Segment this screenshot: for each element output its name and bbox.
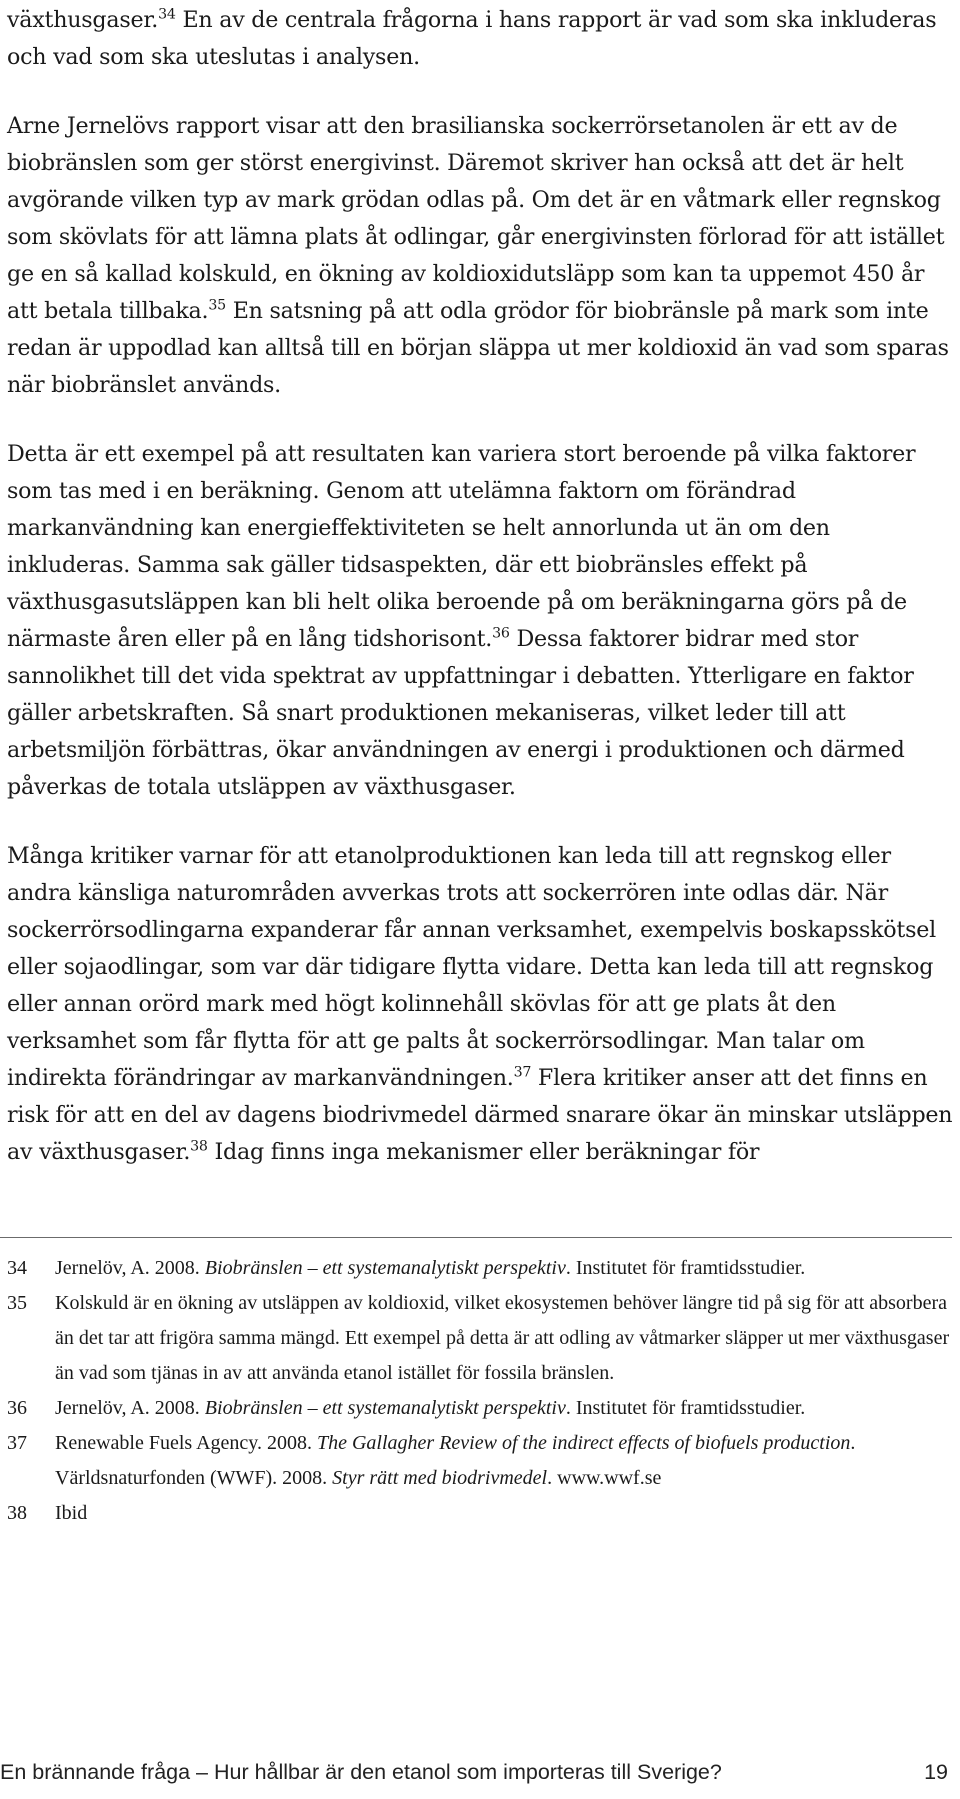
footnote-divider — [0, 1237, 952, 1238]
footnote-text — [55, 1432, 855, 1489]
text-run: Kolskuld är en ökning av utsläppen av koldioxid, vilket ekosystemen behöver längre tid på sig för att absorbera än det tar att frigöra samma mängd. Ett exempel på detta är att odling av våtmarker släpper ut mer växthusgaser än vad som tjänas in av att använda etanol istället för fossila bränslen. — [55, 1292, 950, 1384]
footnote — [7, 1251, 952, 1286]
paragraph — [7, 2, 955, 76]
paragraph — [7, 838, 955, 1171]
footnote-number: 35 — [7, 1292, 27, 1314]
footnote-text — [55, 1292, 949, 1384]
footnote — [7, 1391, 952, 1426]
text-run: Jernelöv, A. 2008. — [55, 1257, 205, 1279]
text-run: Arne Jernelövs rapport visar att den brasilianska sockerrörsetanolen är ett av de biobränslen som ger störst energivinst. Däremot skriver han också att det är helt avgörande vilken typ av mark grödan odlas på. Om det är en våtmark eller regnskog som skövlats för att lämna plats åt odlingar, går energivinsten förlorad för att istället ge en så kallad kolskuld, en ökning av koldioxidutsläpp som kan ta uppemot 450 år att betala tillbaka. — [7, 113, 945, 324]
body-text — [7, 2, 955, 1203]
footnote-ref: 36 — [492, 625, 510, 642]
footnote-number: 36 — [7, 1397, 27, 1419]
text-run: Ibid — [55, 1502, 88, 1524]
footnote-number: 38 — [7, 1502, 27, 1524]
text-run: Idag finns inga mekanismer eller beräkningar för — [207, 1139, 760, 1165]
text-run: . www.wwf.se — [547, 1467, 662, 1489]
text-run: Renewable Fuels Agency. 2008. — [55, 1432, 317, 1454]
footnote-ref: 34 — [158, 6, 176, 23]
footnote-text — [55, 1257, 805, 1279]
text-run: . — [850, 1432, 856, 1454]
footnote-ref: 37 — [513, 1064, 532, 1081]
footnote-ref: 38 — [190, 1138, 208, 1155]
text-run: växthusgaser. — [7, 7, 159, 33]
text-run: Dessa faktorer bidrar med stor sannolikhet till det vida spektrat av uppfattningar i debatten. Ytterligare en faktor gäller arbetskraften. Så snart produktionen mekaniseras, vilket leder till att arbetsmiljön förbättras, ökar användningen av energi i produktionen och därmed påverkas de totala utsläppen av växthusgaser. — [7, 626, 914, 800]
footnote — [7, 1286, 952, 1391]
footnote-text — [55, 1502, 87, 1524]
italic-title: The Gallagher Review of the indirect effects of biofuels production — [316, 1432, 851, 1454]
footnote-text — [55, 1397, 805, 1419]
text-run: Detta är ett exempel på att resultaten kan variera stort beroende på vilka faktorer som tas med i en beräkning. Genom att utelämna faktorn om förändrad markanvändning kan energieffektiviteten se helt annorlunda ut än om den inkluderas. Samma sak gäller tidsaspekten, där ett biobränsles effekt på växthusgasutsläppen kan bli helt olika beroende på om beräkningarna görs på de närmaste åren eller på en lång tidshorisont. — [7, 441, 916, 652]
text-run: Många kritiker varnar för att etanolproduktionen kan leda till att regnskog eller andra känsliga naturområden avverkas trots att sockerrören inte odlas där. När sockerrörsodlingarna expanderar får annan verksamhet, exempelvis boskapsskötsel eller sojaodlingar, som var där tidigare flytta vidare. Detta kan leda till att regnskog eller annan orörd mark med högt kolinnehåll skövlas för att ge plats åt den verksamhet som får flytta för att ge palts åt sockerrörsodlingar. Man talar om indirekta förändringar av markanvändningen. — [7, 843, 936, 1091]
footnote — [7, 1496, 952, 1531]
paragraph — [7, 108, 955, 404]
footnote-number: 37 — [7, 1432, 27, 1454]
footnotes — [7, 1251, 952, 1531]
footnote — [7, 1426, 952, 1496]
text-run: En satsning på att odla grödor för biobränsle på mark som inte redan är uppodlad kan alltså till en början släppa ut mer koldioxid än vad som sparas när biobränslet används. — [7, 298, 949, 398]
text-run: En av de centrala frågorna i hans rapport är vad som ska inkluderas och vad som ska uteslutas i analysen. — [7, 7, 937, 70]
page-number: 19 — [924, 1760, 948, 1784]
footnote-ref: 35 — [208, 297, 226, 314]
text-run: Världsnaturfonden (WWF). 2008. — [55, 1467, 333, 1489]
footer-title: En brännande fråga – Hur hållbar är den etanol som importeras till Sverige? — [0, 1760, 722, 1784]
italic-title: Biobränslen – ett systemanalytiskt perspektiv — [204, 1397, 566, 1419]
paragraph — [7, 436, 955, 806]
text-run: . Institutet för framtidsstudier. — [565, 1257, 806, 1279]
italic-title: Biobränslen – ett systemanalytiskt perspektiv — [204, 1257, 566, 1279]
text-run: . Institutet för framtidsstudier. — [565, 1397, 806, 1419]
italic-title: Styr rätt med biodrivmedel — [332, 1467, 548, 1489]
text-run: Flera kritiker anser att det finns en risk för att en del av dagens biodrivmedel därmed snarare ökar än minskar utsläppen av växthusgaser. — [7, 1065, 953, 1165]
footnote-number: 34 — [7, 1257, 27, 1279]
text-run: Jernelöv, A. 2008. — [55, 1397, 205, 1419]
